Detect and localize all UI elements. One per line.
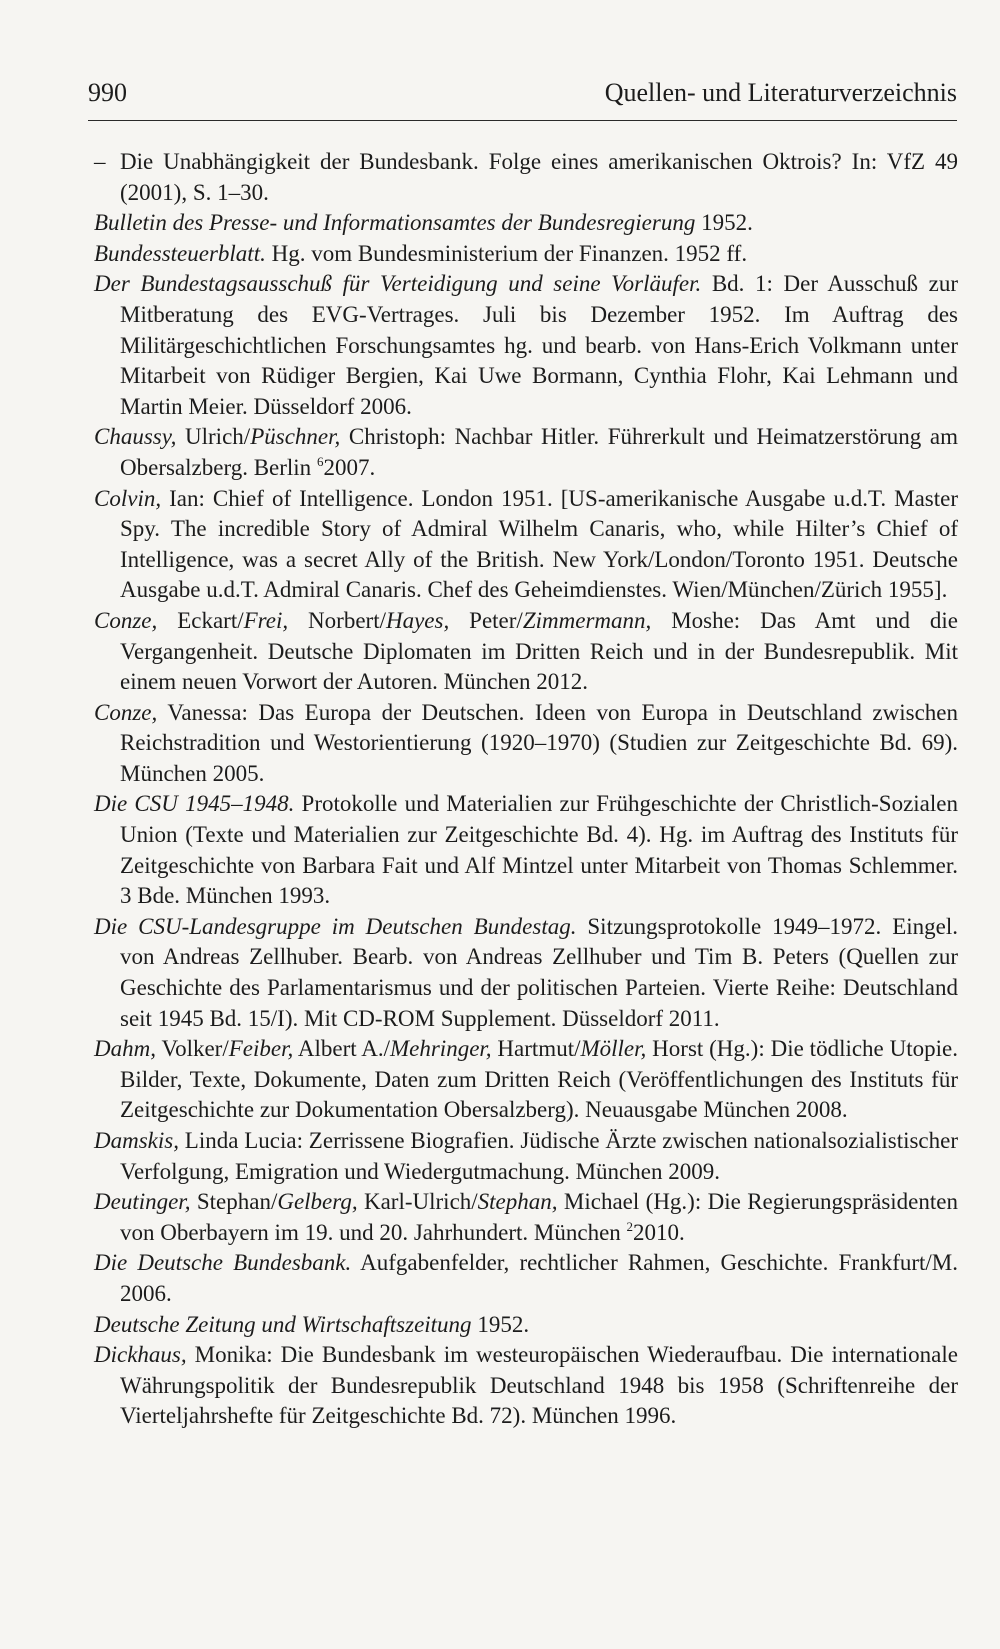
entry-text: Sitzungsprotokolle 1949–1972. Eingel. von Andreas Zellhuber. Bearb. von Andreas Zellhuber und Tim B. Peters (Quellen zur Geschichte des Parlamentarismus und der politischen Parteien. Vierte Reihe: Deutschland seit 1945 Bd. 15/I). Mit CD-ROM Supplement. Düsseldorf 2011. bbox=[120, 913, 959, 1031]
bibliography-entry bbox=[94, 1034, 958, 1126]
entry-author: Feiber, bbox=[228, 1036, 294, 1062]
bibliography-entry bbox=[94, 1126, 958, 1187]
entry-text: Karl-Ulrich/ bbox=[357, 1189, 478, 1215]
bibliography-entry bbox=[94, 1248, 958, 1309]
bibliography-entry bbox=[94, 698, 958, 790]
entry-text: Horst (Hg.): Die tödliche Utopie. Bilder, Texte, Dokumente, Daten zum Dritten Reich (Veröffentlichungen des Instituts für Zeitgeschichte zur Dokumentation Obersalzberg). Neuausgabe München 2008. bbox=[120, 1036, 958, 1123]
entry-title: Die CSU 1945–1948. bbox=[94, 791, 295, 817]
entry-text: Michael (Hg.): Die Regierungspräsidenten von Oberbayern im 19. und 20. Jahrhundert. München bbox=[120, 1189, 958, 1245]
bibliography-entry bbox=[94, 1310, 958, 1341]
header-rule bbox=[88, 120, 957, 121]
entry-text: Ulrich/ bbox=[176, 424, 251, 450]
entry-author: Möller, bbox=[580, 1036, 647, 1062]
entry-title: Deutsche Zeitung und Wirtschaftszeitung bbox=[94, 1311, 472, 1337]
bibliography-entry bbox=[94, 147, 958, 208]
running-title: Quellen- und Literaturverzeichnis bbox=[604, 78, 957, 107]
bibliography-entry bbox=[94, 422, 958, 483]
entry-text: Peter/ bbox=[449, 607, 523, 633]
entry-text: Die Unabhängigkeit der Bundesbank. Folge eines amerikanischen Oktrois? In: VfZ 49 (2001), S. 1–30. bbox=[120, 149, 958, 205]
page-number: 990 bbox=[88, 78, 127, 107]
entry-author: Dickhaus, bbox=[94, 1342, 187, 1368]
bibliography-entry bbox=[94, 1187, 958, 1248]
entry-title: Bundessteuerblatt. bbox=[94, 240, 266, 266]
edition-number: 6 bbox=[316, 453, 324, 469]
entry-author: Damskis, bbox=[94, 1128, 179, 1153]
edition-number: 2 bbox=[626, 1218, 634, 1234]
entry-text: 2010. bbox=[633, 1219, 685, 1245]
entry-title: Der Bundestagsausschuß für Verteidigung und seine Vorläufer. bbox=[94, 271, 702, 297]
bibliography-entry bbox=[94, 789, 958, 911]
entry-author: Chaussy, bbox=[94, 424, 177, 450]
entry-author: Hayes, bbox=[385, 607, 450, 633]
bibliography-entry bbox=[94, 484, 958, 606]
entry-author: Frei, bbox=[243, 607, 289, 633]
entry-text: Vanessa: Das Europa der Deutschen. Ideen von Europa in Deutschland zwischen Reichstradition und Westorientierung (1920–1970) (Studien zur Zeitgeschichte Bd. 69). München 2005. bbox=[120, 699, 958, 786]
entry-text: Christoph: Nachbar Hitler. Führerkult und Heimatzerstörung am Obersalzberg. Berlin bbox=[120, 424, 958, 480]
bibliography-entry bbox=[94, 912, 958, 1034]
entry-text: Monika: Die Bundesbank im westeuropäischen Wiederaufbau. Die internationale Währungspolitik der Bundesrepublik Deutschland 1948 bis 1958 (Schriftenreihe der Vierteljahrshefte für Zeitgeschichte Bd. 72). München 1996. bbox=[120, 1342, 958, 1429]
entry-author: Mehringer, bbox=[389, 1036, 492, 1062]
entry-text: Eckart/ bbox=[157, 607, 244, 633]
entry-title: Die Deutsche Bundesbank. bbox=[94, 1250, 352, 1276]
entry-author: Deutinger, bbox=[94, 1189, 191, 1215]
entry-author: Gelberg, bbox=[277, 1189, 358, 1215]
bibliography-entry bbox=[94, 269, 958, 422]
entry-text: Ian: Chief of Intelligence. London 1951. [US-amerikanische Ausgabe u.d.T. Master Spy. The incredible Story of Admiral Wilhelm Canaris, who, while Hilter’s Chief of Intelligence, was a secret Ally of the British. New York/London/Toronto 1951. Deutsche Ausgabe u.d.T. Admiral Canaris. Chef des Geheimdienstes. Wien/München/Zürich 1955]. bbox=[120, 485, 958, 603]
bibliography-list bbox=[94, 147, 958, 1432]
entry-title: Bulletin des Presse- und Informationsamtes der Bundesregierung bbox=[94, 210, 696, 236]
entry-text: Norbert/ bbox=[288, 607, 386, 633]
entry-dash: – bbox=[94, 149, 106, 174]
entry-author: Conze, bbox=[94, 607, 158, 633]
entry-text: Linda Lucia: Zerrissene Biografien. Jüdische Ärzte zwischen nationalsozialistischer Verfolgung, Emigration und Wiedergutmachung. München 2009. bbox=[120, 1128, 958, 1184]
entry-author: Zimmermann, bbox=[522, 607, 652, 633]
entry-author: Dahm, bbox=[94, 1036, 156, 1062]
entry-text: Hartmut/ bbox=[491, 1036, 581, 1062]
entry-text: 2007. bbox=[323, 454, 376, 480]
entry-text: Bd. 1: Der Ausschuß zur Mitberatung des EVG-Vertrages. Juli bis Dezember 1952. Im Auftrag des Militärgeschichtlichen Forschungsamtes hg. und bearb. von Hans-Erich Volkmann unter Mitarbeit von Rüdiger Bergien, Kai Uwe Bormann, Cynthia Flohr, Kai Lehmann und Martin Meier. Düsseldorf 2006. bbox=[120, 271, 959, 419]
entry-text: Aufgabenfelder, rechtlicher Rahmen, Geschichte. Frankfurt/M. 2006. bbox=[120, 1250, 959, 1306]
bibliography-entry bbox=[94, 239, 958, 270]
entry-author: Colvin, bbox=[94, 485, 162, 511]
bibliography-entry bbox=[94, 208, 958, 239]
entry-author: Conze, bbox=[94, 699, 158, 725]
entry-text: Stephan/ bbox=[190, 1189, 278, 1215]
entry-text: Moshe: Das Amt und die Vergangenheit. Deutsche Diplomaten im Dritten Reich und in der Bundesrepublik. Mit einem neuen Vorwort der Autoren. München 2012. bbox=[120, 607, 958, 695]
entry-text: 1952. bbox=[471, 1311, 530, 1337]
bibliography-entry bbox=[94, 606, 958, 698]
entry-text: Volker/ bbox=[155, 1036, 229, 1062]
entry-title: Die CSU-Landesgruppe im Deutschen Bundestag. bbox=[94, 913, 577, 939]
entry-text: 1952. bbox=[695, 210, 753, 236]
entry-author: Stephan, bbox=[477, 1189, 558, 1215]
entry-author: Püschner, bbox=[250, 424, 341, 450]
entry-text: Protokolle und Materialien zur Frühgeschichte der Christlich-Sozialen Union (Texte und Materialien zur Zeitgeschichte Bd. 4). Hg. im Auftrag des Instituts für Zeitgeschichte von Barbara Fait und Alf Mintzel unter Mitarbeit von Thomas Schlemmer. 3 Bde. München 1993. bbox=[120, 791, 958, 909]
page-header bbox=[88, 78, 957, 118]
entry-text: Hg. vom Bundesministerium der Finanzen. 1952 ff. bbox=[265, 240, 748, 266]
bibliography-entry bbox=[94, 1340, 958, 1432]
entry-text: Albert A./ bbox=[293, 1036, 390, 1062]
